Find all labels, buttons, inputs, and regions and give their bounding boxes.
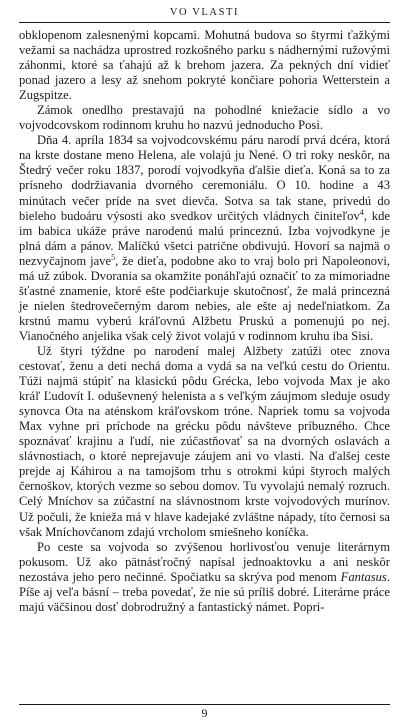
header-rule (19, 22, 390, 23)
footnote-marker: 5 (111, 252, 116, 262)
page-number: 9 (201, 706, 208, 720)
paragraph (19, 540, 390, 615)
paragraph (19, 28, 390, 103)
paragraph (19, 344, 390, 540)
italic-title: Fantasus (340, 569, 387, 584)
text-run: , kde im babica ukáže práve narodenú malú princeznú. Izba vojvodkyne je plná dám a pánov. Malíčkú všetci patrične obdivujú. Hovorí sa najmä o nezvyčajnom jave (19, 208, 390, 268)
paragraph (19, 133, 390, 344)
text-run: Už štyri týždne po narodení malej Alžbety zatúži otec znova cestovať, ženu a deti nechá doma a vydá sa na veľkú cestu do Orientu. Túži najmä stúpiť na klasickú pôdu Grécka, lebo vojvoda Max je ako kráľ Ľudovít I. oduševnený helenista a s veľkým záujmom sleduje osudy synovca Ota na aténskom kráľovskom tróne. Napriek tomu sa vojvoda Max vyhne pri príchode na grécku pôdu návšteve príbuzného. Chce spoznávať krajinu a ľudí, nie zúčastňovať sa na dvorných oslavách a slávnostiach, o ktoré neprejavuje záujem ani vo vlasti. Na ďalšej ceste prejde aj Káhirou a na tamojšom trhu s otrokmi kúpi štyroch malých černoškov, ktorých vezme so sebou domov. Tu vyvolajú nemalý rozruch. Celý Mníchov sa zúčastní na slávnostnom krste vojvodových murínov. Už počuli, že knieža má v hlave kadejaké zvláštne nápady, títo černosi sa však Mníchovčanom zdajú vrcholom smiešneho koníčka. (19, 343, 390, 539)
body-text (19, 28, 390, 615)
text-run: Po ceste sa vojvoda so zvýšenou horlivosťou venuje literárnym pokusom. Už ako pätnásťročný napísal jednoaktovku a ani neskôr nezostáva jeho pero nečinné. Spočiatku sa skrýva pod menom (19, 539, 390, 584)
text-run: Zámok onedlho prestavajú na pohodlné kniežacie sídlo a vo vojvodcovskom rodinnom kruhu ho nazvú jednoducho Posi. (19, 103, 390, 133)
footnote-marker: 4 (359, 207, 364, 217)
text-run: . Píše aj veľa básní – treba povedať, že nie sú príliš dobré. Literárne práce majú väčšinou dosť dobrodružný a fantastický námet. Popri- (19, 569, 390, 614)
text-run: obklopenom zalesnenými kopcami. Mohutná budova so štyrmi ťažkými vežami sa nachádza uprostred rozkošného parku s nádhernými ružovými záhonmi, ktoré sa ťahajú až k brehom jazera. Za pekných dní vidieť ponad jazero a lesy až snehom pokryté končiare pohoria Wetterstein a Zugspitze. (19, 28, 390, 103)
text-run: , že dieťa, podobne ako to vraj bolo pri Napoleonovi, má už zúbok. Dvorania sa okamžite ponáhľajú označiť to za mimoriadne šťastné znamenie, ktoré ešte podčiarkuje skutočnosť, že malá princezná je nielen štedrovečerným darom nebies, ale ešte aj nedeľniatkom. Za krstnú mamu vyberú kráľovnú Alžbetu Pruskú a pomenujú po nej. Vianočného anjelika však celý život volajú v rodinnom kruhu iba Sisi. (19, 253, 390, 343)
footer-rule (19, 704, 390, 705)
paragraph (19, 103, 390, 133)
text-run: Dňa 4. apríla 1834 sa vojvodcovskému páru narodí prvá dcéra, ktorá na krste dostane meno Helena, ale volajú ju Nené. O tri roky neskôr, na Štedrý večer roku 1837, porodí vojvodkyňa ďalšie dieťa. Koná sa to za prísneho dodržiavania dvorného ceremoniálu. O 10. hodine a 43 minútach večer príde na svet dievča. Sotva sa tak stane, privedú do bieleho budoáru výsosti ako svedkov určitých vládnych činiteľov (19, 133, 390, 223)
running-head: VO VLASTI (169, 7, 240, 18)
